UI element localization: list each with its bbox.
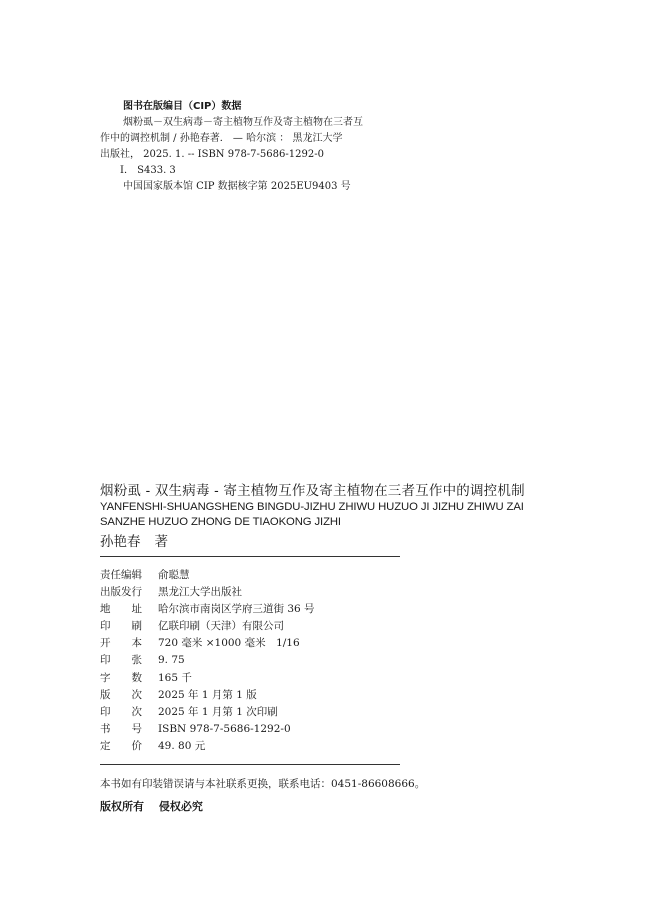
info-label: 印 张: [100, 654, 142, 667]
info-row: [100, 670, 315, 687]
info-value: 9. 75: [158, 654, 185, 667]
info-label: 字 数: [100, 671, 142, 684]
info-row: [100, 618, 315, 635]
author-line: [100, 532, 570, 552]
title-pinyin: YANFENSHI-SHUANGSHENG BINGDU-JIZHU ZHIWU HUZUO JI JIZHU ZHIWU ZAI SANZHE HUZUO ZHONG DE TIAOKONG JIZHI: [100, 501, 524, 528]
info-label: 定 价: [100, 739, 142, 752]
info-value: 俞聪慧: [158, 569, 190, 581]
info-row: [100, 704, 315, 721]
info-value: 2025 年 1 月第 1 版: [158, 688, 257, 701]
info-label: 出版发行: [100, 586, 142, 599]
info-row: [100, 567, 315, 584]
cip-line: 出版社， 2025. 1. -- ISBN 978-7-5686-1292-0: [100, 149, 324, 160]
copyright-notice: 版权所有 侵权必究: [100, 800, 203, 813]
cip-heading: 图书在版编目（CIP）数据: [123, 101, 242, 112]
info-value: 165 千: [158, 671, 192, 684]
info-label: 书 号: [100, 722, 142, 735]
info-value: 亿联印刷（天津）有限公司: [158, 620, 284, 633]
info-row: [100, 601, 315, 618]
author-role: 著: [154, 534, 168, 550]
info-label: 责任编辑: [100, 569, 142, 581]
info-row: [100, 721, 315, 738]
info-value: 720 毫米 ×1000 毫米 1/16: [158, 637, 300, 650]
info-label: 地 址: [100, 603, 142, 616]
info-label: 印 刷: [100, 620, 142, 633]
info-label: 印 次: [100, 705, 142, 718]
info-value: 49. 80 元: [158, 739, 206, 752]
cip-line: 烟粉虱－双生病毒－寄主植物互作及寄主植物在三者互: [123, 117, 363, 128]
divider-top: [100, 556, 400, 557]
publication-info: [100, 567, 315, 755]
info-value: ISBN 978-7-5686-1292-0: [158, 722, 291, 735]
info-value: 哈尔滨市南岗区学府三道街 36 号: [158, 603, 315, 616]
divider-bottom: [100, 764, 400, 765]
title-chinese: 烟粉虱 - 双生病毒 - 寄主植物互作及寄主植物在三者互作中的调控机制: [100, 483, 525, 499]
info-row: [100, 584, 315, 601]
info-row: [100, 652, 315, 669]
info-row: [100, 635, 315, 652]
replacement-notice: 本书如有印装错误请与本社联系更换，联系电话：0451-86608666。: [100, 778, 426, 790]
info-value: 黑龙江大学出版社: [158, 586, 242, 599]
info-row: [100, 738, 315, 755]
cip-line: 中国国家版本馆 CIP 数据核字第 2025EU9403 号: [123, 181, 351, 192]
info-row: [100, 687, 315, 704]
cip-line: Ⅰ． S433. 3: [120, 165, 176, 176]
info-value: 2025 年 1 月第 1 次印刷: [158, 705, 278, 718]
title-block: [100, 482, 570, 552]
info-label: 版 次: [100, 688, 142, 701]
cip-block: [100, 99, 430, 195]
info-label: 开 本: [100, 637, 142, 650]
cip-line: 作中的调控机制 / 孙艳春著． — 哈尔滨 ： 黑龙江大学: [100, 133, 343, 144]
author-name: 孙艳春: [100, 534, 141, 550]
